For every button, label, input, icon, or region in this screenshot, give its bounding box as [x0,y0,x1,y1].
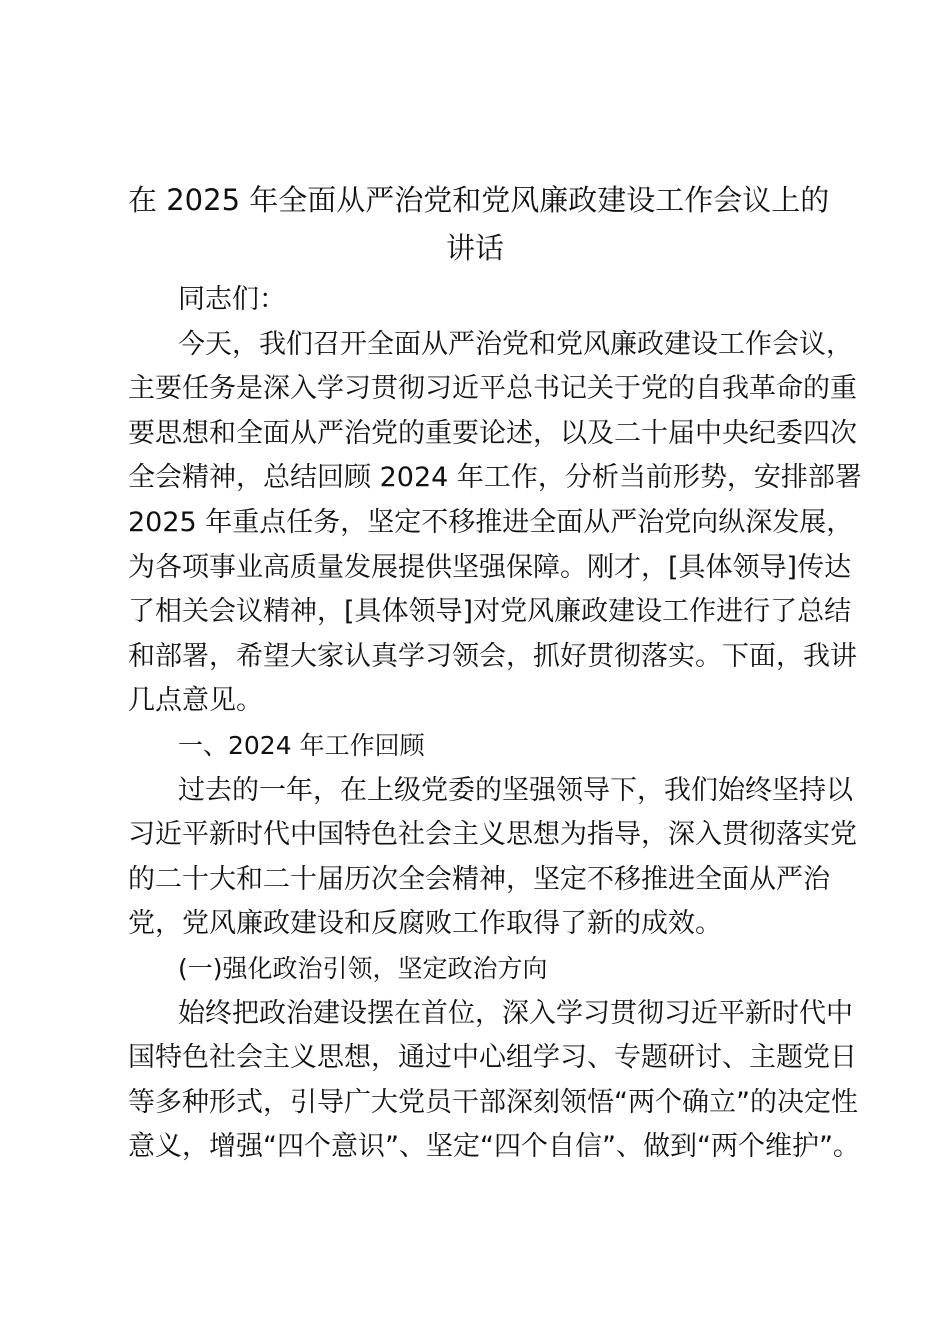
section-heading-text: 一、2024 年工作回顾 [178,730,425,760]
paragraph-line: 始终把政治建设摆在首位，深入学习贯彻习近平新时代中 [178,997,853,1029]
salutation [128,278,822,323]
section-heading [128,724,822,769]
paragraph-line: 要思想和全面从严治党的重要论述，以及二十届中央纪委四次 [128,417,857,449]
title-line: 讲话 [445,231,504,265]
paragraph-line: 国特色社会主义思想，通过中心组学习、专题研讨、主题党日 [128,1042,857,1074]
paragraph-line: 等多种形式，引导广大党员干部深刻领悟“两个确立”的决定性 [128,1086,858,1118]
title-line: 在 2025 年全面从严治党和党风廉政建设工作会议上的 [128,183,830,217]
subsection-heading [128,947,822,992]
paragraph-line: 全会精神，总结回顾 2024 年工作，分析当前形势，安排部署 [128,462,862,494]
paragraph-review [128,769,857,947]
document-title [128,176,830,272]
subsection-heading-text: (一)强化政治引领，坚定政治方向 [178,953,548,983]
paragraph-line: 今天，我们召开全面从严治党和党风廉政建设工作会议， [178,328,853,360]
paragraph-intro [128,323,862,724]
document-page [128,176,862,1170]
paragraph-line: 了相关会议精神，[具体领导]对党风廉政建设工作进行了总结 [128,596,852,628]
paragraph-line: 几点意见。 [128,685,263,717]
paragraph-line: 和部署，希望大家认真学习领会，抓好贯彻落实。下面，我讲 [128,640,857,672]
paragraph-line: 2025 年重点任务，坚定不移推进全面从严治党向纵深发展， [128,506,854,538]
paragraph-political [128,992,860,1170]
paragraph-line: 过去的一年，在上级党委的坚强领导下，我们始终坚持以 [178,774,853,806]
paragraph-line: 党，党风廉政建设和反腐败工作取得了新的成效。 [128,908,722,940]
salutation-text: 同志们： [178,284,286,315]
paragraph-line: 意义，增强“四个意识”、坚定“四个自信”、做到“两个维护”。 [128,1131,860,1163]
paragraph-line: 的二十大和二十届历次全会精神，坚定不移推进全面从严治 [128,863,830,895]
paragraph-line: 习近平新时代中国特色社会主义思想为指导，深入贯彻落实党 [128,819,857,851]
paragraph-line: 为各项事业高质量发展提供坚强保障。刚才，[具体领导]传达 [128,551,852,583]
paragraph-line: 主要任务是深入学习贯彻习近平总书记关于党的自我革命的重 [128,373,857,405]
